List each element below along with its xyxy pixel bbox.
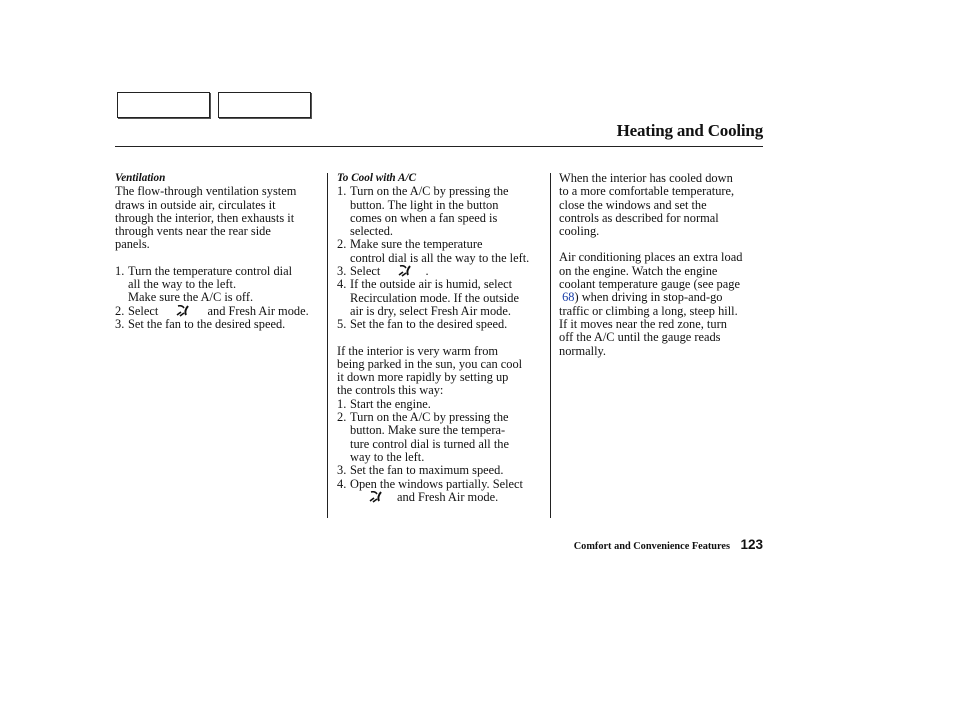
text-line: Make sure the A/C is off. [128,290,254,305]
text-line: through the interior, then exhausts it [115,210,295,225]
text-line: If the interior is very warm from [337,343,499,358]
text-line: If the outside air is humid, select [350,277,513,292]
column-divider [550,173,551,518]
text-line: comes on when a fan speed is [350,210,498,225]
list-number: 3. [337,463,347,478]
list-number: 1. [337,396,347,411]
list-item [337,265,549,278]
text-line: button. Make sure the tempera- [350,423,506,438]
list-number: 5. [337,317,347,332]
text-line [559,291,765,304]
text-line: the controls this way: [337,383,444,398]
text-line: close the windows and set the [559,197,707,212]
text-line: Turn on the A/C by pressing the [350,410,509,425]
text-line: all the way to the left. [128,277,237,292]
text-line: Turn on the A/C by pressing the [350,184,509,199]
after-cooling-section [559,172,765,358]
list-number: 3. [337,264,347,279]
section-heading: To Cool with A/C [337,172,417,184]
nav-button-2[interactable] [218,92,311,118]
text-line: Set the fan to the desired speed. [350,317,508,332]
text-fragment: and Fresh Air mode. [207,303,309,318]
text-line: Set the fan to maximum speed. [350,463,504,478]
page-reference-link[interactable]: 68 [562,290,575,305]
text-line: button. The light in the button [350,197,499,212]
text-line: Open the windows partially. Select [350,476,523,491]
page-title: Heating and Cooling [616,121,763,140]
text-line: it down more rapidly by setting up [337,370,509,385]
text-line: ture control dial is turned all the [350,436,509,451]
text-line: Make sure the temperature [350,237,483,252]
section-heading: Ventilation [115,172,166,184]
text-line: selected. [350,224,393,239]
text-line: normally. [559,343,607,358]
list-item [337,398,549,411]
column-divider [327,173,328,518]
text-line: through vents near the rear side [115,224,271,239]
list-item [115,305,325,318]
text-line: on the engine. Watch the engine [559,263,718,278]
list-number: 3. [115,316,125,331]
page-number: 123 [740,537,763,552]
list-number: 2. [337,237,347,252]
text-line: Recirculation mode. If the outside [350,290,519,305]
text-line: draws in outside air, circulates it [115,197,276,212]
text-line: Set the fan to the desired speed. [128,316,286,331]
cool-ac-section [337,172,549,504]
text-fragment: Select [350,264,381,279]
text-line: When the interior has cooled down [559,171,733,185]
list-number: 4. [337,277,347,292]
list-number: 2. [115,303,125,318]
ventilation-section [115,172,325,331]
text-line: Air conditioning places an extra load [559,250,743,265]
list-number: 1. [337,184,347,199]
text-line: panels. [115,237,150,252]
list-number: 1. [115,263,125,278]
text-line: way to the left. [350,449,425,464]
text-line: off the A/C until the gauge reads [559,330,721,345]
text-line: cooling. [559,224,600,239]
list-item [115,265,325,305]
text-line: coolant temperature gauge (see page [559,277,740,292]
text-line: being parked in the sun, you can cool [337,356,523,371]
text-line: Start the engine. [350,396,431,411]
text-line: controls as described for normal [559,210,719,225]
list-item [337,185,549,238]
title-rule [115,146,763,147]
text-line: to a more comfortable temperature, [559,184,735,199]
text-line: traffic or climbing a long, steep hill. [559,303,738,318]
list-item [337,411,549,464]
list-number: 4. [337,476,347,491]
list-item [337,478,549,505]
text-fragment: and Fresh Air mode. [397,489,499,504]
list-item [337,464,549,477]
list-item [337,318,549,331]
list-item [337,238,549,265]
list-item [115,318,325,331]
text-line: Turn the temperature control dial [128,263,293,278]
text-line: The flow-through ventilation system [115,184,297,199]
footer-section-label: Comfort and Convenience Features [573,541,730,552]
list-number: 2. [337,410,347,425]
nav-button-1[interactable] [117,92,210,118]
fresh-air-vent-icon [397,265,417,277]
text-fragment: Select [128,303,159,318]
list-item [337,278,549,318]
fresh-air-vent-icon [175,305,195,317]
text-line: air is dry, select Fresh Air mode. [350,303,511,318]
text-fragment: ) when driving in stop-and-go [574,290,723,305]
text-line: control dial is all the way to the left. [350,250,530,265]
text-fragment: . [425,264,429,279]
fresh-air-vent-icon [368,491,388,503]
text-line: If it moves near the red zone, turn [559,316,727,331]
